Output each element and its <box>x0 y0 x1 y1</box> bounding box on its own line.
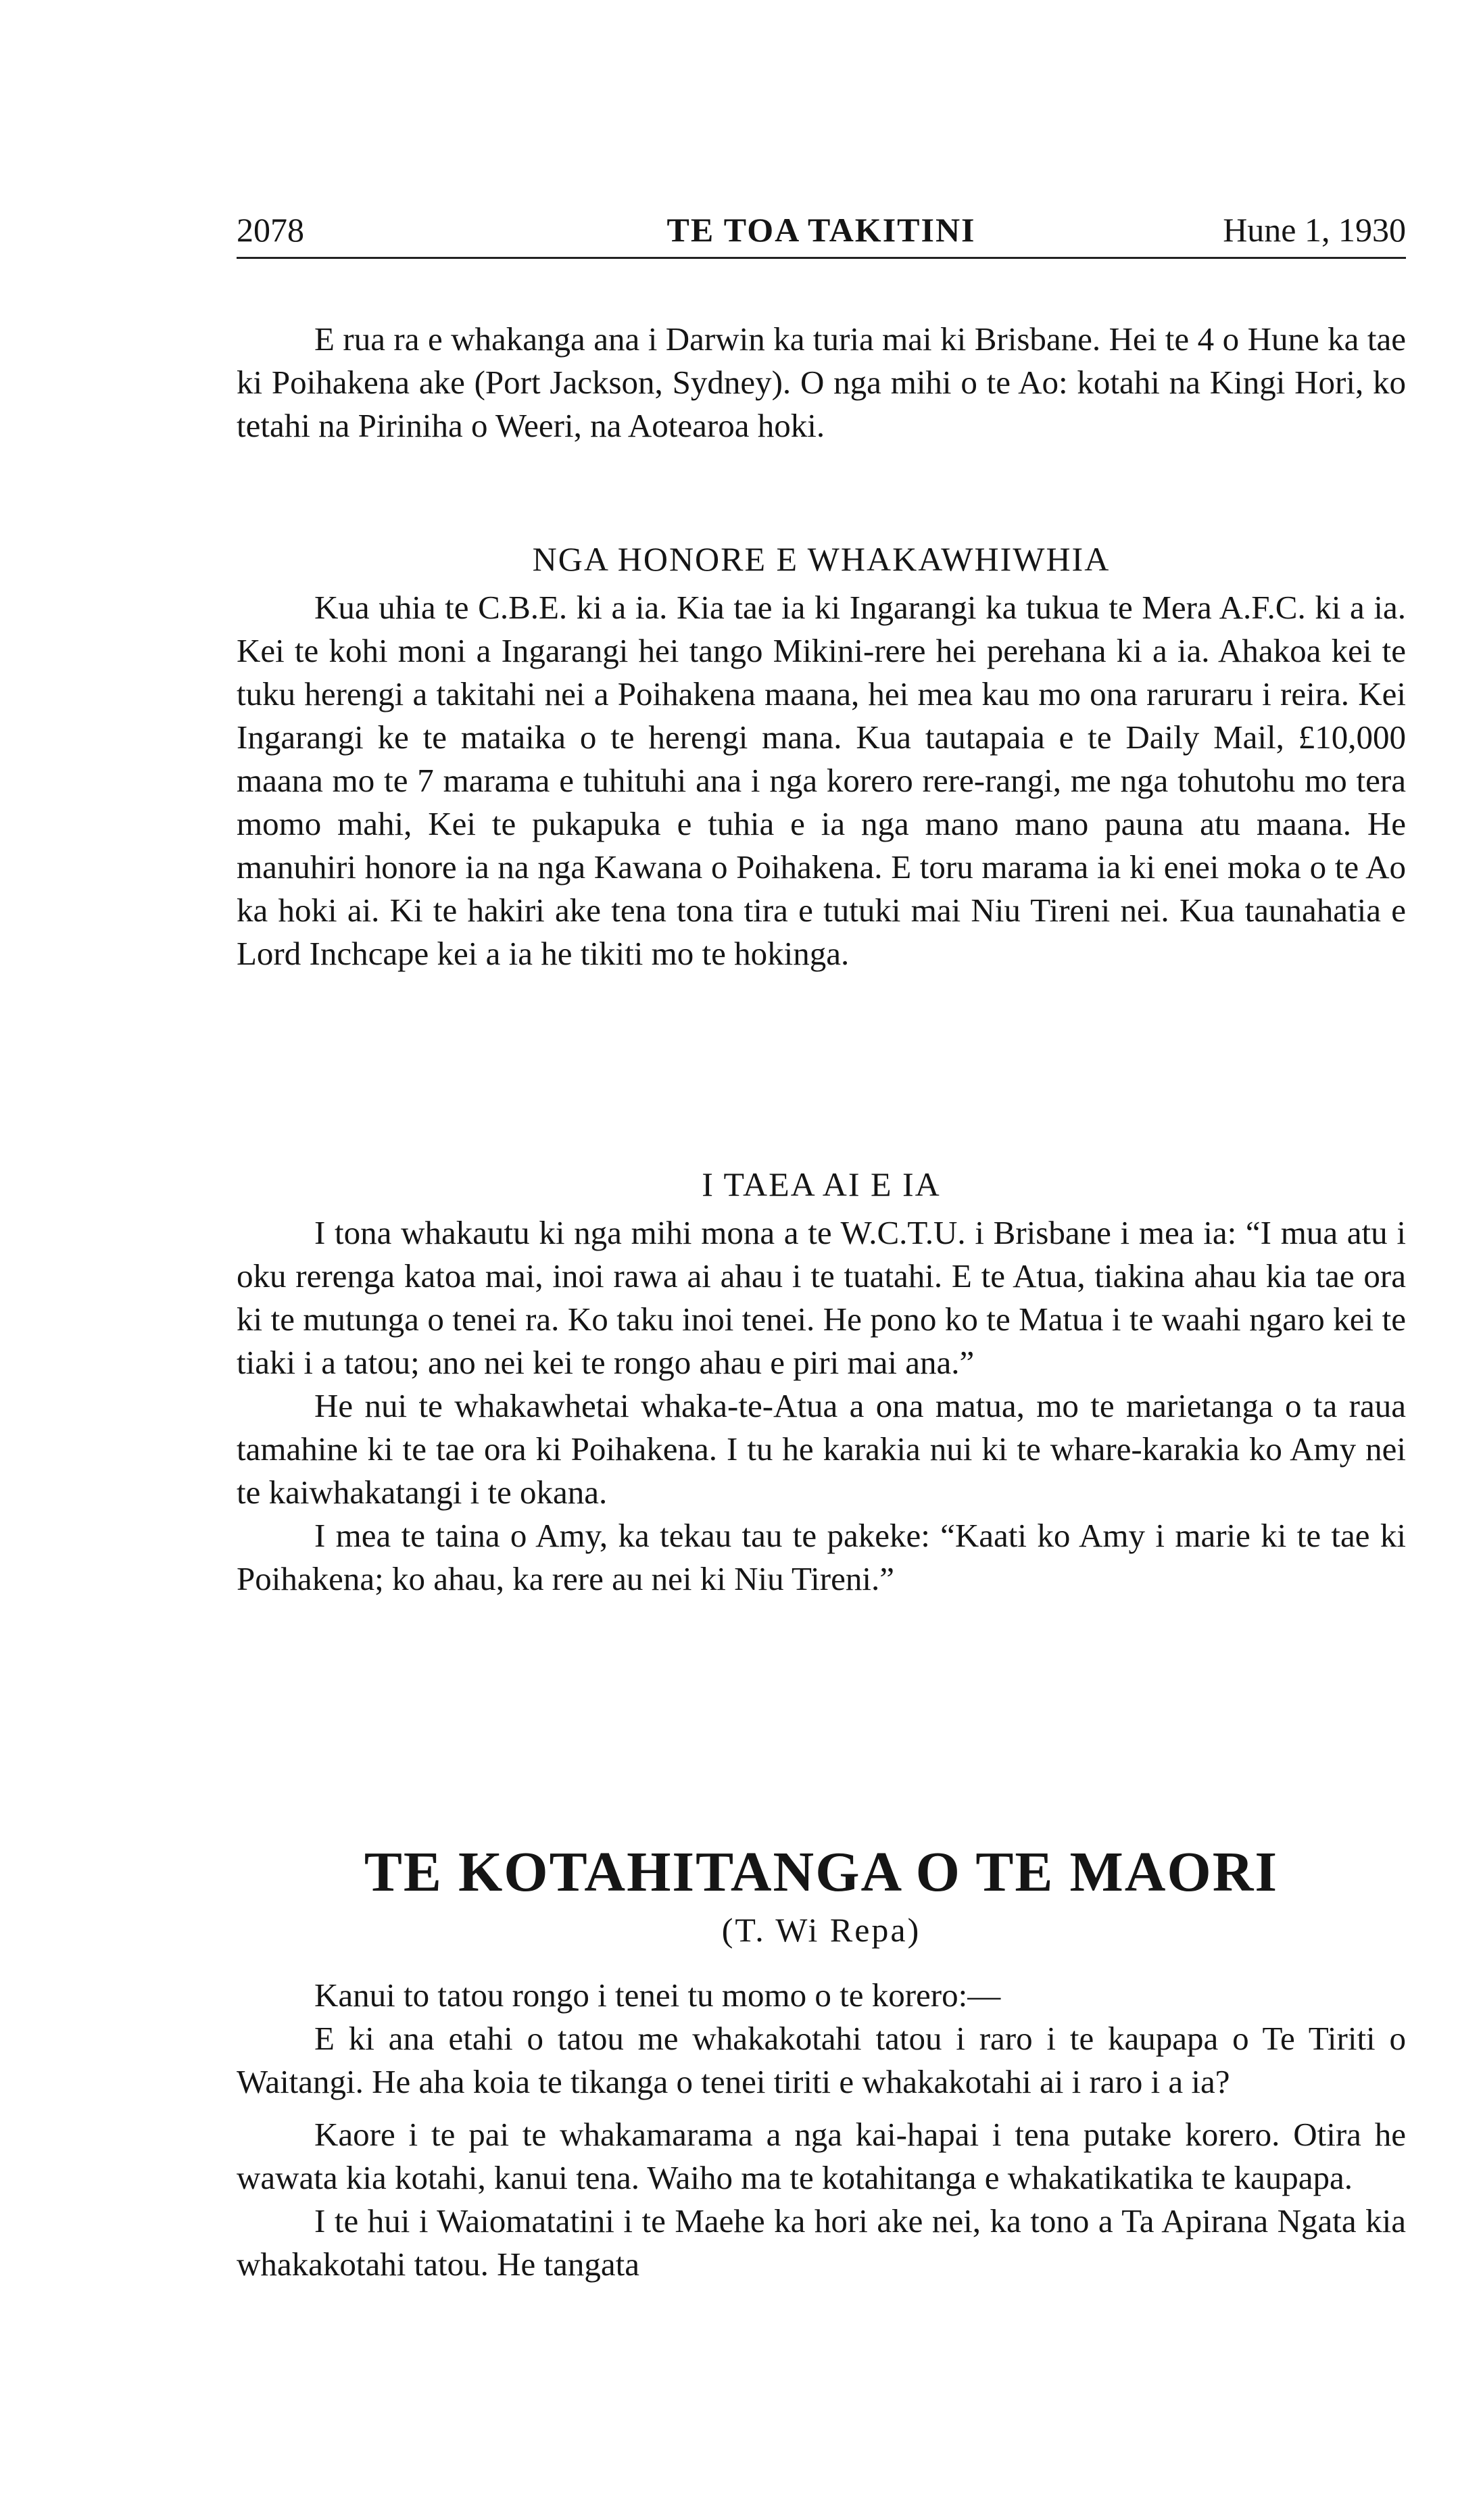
article-title: TE KOTAHITANGA O TE MAORI <box>364 1841 1279 1904</box>
honours-section <box>237 537 1406 975</box>
issue-date: Hune 1, 1930 <box>1223 211 1406 249</box>
article-paragraph: Kaore i te pai te whakamarama a nga kai-hapai i tena putake korero. Otira he wawata kia kotahi, kanui tena. Waiho ma te kotahitanga e whakatikatika te kaupapa. <box>237 2116 1406 2196</box>
running-header <box>237 206 1406 253</box>
arrival-paragraph: I mea te taina o Amy, ka tekau tau te pakeke: “Kaati ko Amy i marie ki te tae ki Poihakena; ko ahau, ka rere au nei ki Niu Tireni.” <box>237 1517 1406 1597</box>
honours-paragraph: Kua uhia te C.B.E. ki a ia. Kia tae ia ki Ingarangi ka tukua te Mera A.F.C. ki a ia. Kei te kohi moni a Ingarangi hei tango Mikini-rere hei perehana ki a ia. Ahakoa kei te tuku herengi a takitahi nei a Poihakena maana, hei mea kau mo ona raruraru i reira. Kei Ingarangi ke te mataika o te herengi mana. Kua tautapaia e te Daily Mail, £10,000 maana mo te 7 marama e tuhituhi ana i nga korero rere-rangi, me nga tohutohu mo tera momo mahi, Kei te pukapuka e tuhia e ia nga mano mano pauna atu maana. He manuhiri honore ia na nga Kawana o Poihakena. E toru marama ia ki enei moka o te Ao ka hoki ai. Ki te hakiri ake tena tona tira e tutuki mai Niu Tireni nei. Kua taunahatia e Lord Inchcape kei a ia he tikiti mo te hokinga. <box>237 589 1406 972</box>
arrival-paragraph: He nui te whakawhetai whaka-te-Atua a ona matua, mo te marietanga o ta raua tamahine ki te tae ora ki Poihakena. I tu he karakia nui ki te whare-karakia ko Amy nei te kaiwhakatangi i te okana. <box>237 1387 1406 1511</box>
intro-section <box>237 318 1406 447</box>
intro-paragraph: E rua ra e whakanga ana i Darwin ka turia mai ki Brisbane. Hei te 4 o Hune ka tae ki Poihakena ake (Port Jackson, Sydney). O nga mihi o te Ao: kotahi na Kingi Hori, ko tetahi na Piriniha o Weeri, na Aotearoa hoki. <box>237 320 1406 444</box>
article-paragraph: Kanui to tatou rongo i tenei tu momo o te korero:— <box>314 1977 1001 2014</box>
honours-heading: NGA HONORE E WHAKAWHIWHIA <box>532 540 1111 578</box>
article-section <box>237 1839 1406 2286</box>
page-number: 2078 <box>237 211 304 249</box>
article-paragraph: E ki ana etahi o tatou me whakakotahi tatou i raro i te kaupapa o Te Tiriti o Waitangi. He aha koia te tikanga o tenei tiriti e whakakotahi ai i raro i a ia? <box>237 2020 1406 2100</box>
header-rule <box>237 257 1406 259</box>
article-paragraph: I te hui i Waiomatatini i te Maehe ka hori ake nei, ka tono a Ta Apirana Ngata kia whakakotahi tatou. He tangata <box>237 2202 1406 2283</box>
arrival-section <box>237 1163 1406 1601</box>
publication-title: TE TOA TAKITINI <box>666 211 976 249</box>
arrival-heading: I TAEA AI E IA <box>702 1165 941 1203</box>
arrival-paragraph: I tona whakautu ki nga mihi mona a te W.C.T.U. i Brisbane i mea ia: “I mua atu i oku rerenga katoa mai, inoi rawa ai ahau i te tuatahi. E te Atua, tiakina ahau kia tae ora ki te mutunga o tenei ra. Ko taku inoi tenei. He pono ko te Matua i te waahi ngaro kei te tiaki i a tatou; ano nei kei te rongo ahau e piri mai ana.” <box>237 1214 1406 1381</box>
article-byline: (T. Wi Repa) <box>721 1911 921 1949</box>
